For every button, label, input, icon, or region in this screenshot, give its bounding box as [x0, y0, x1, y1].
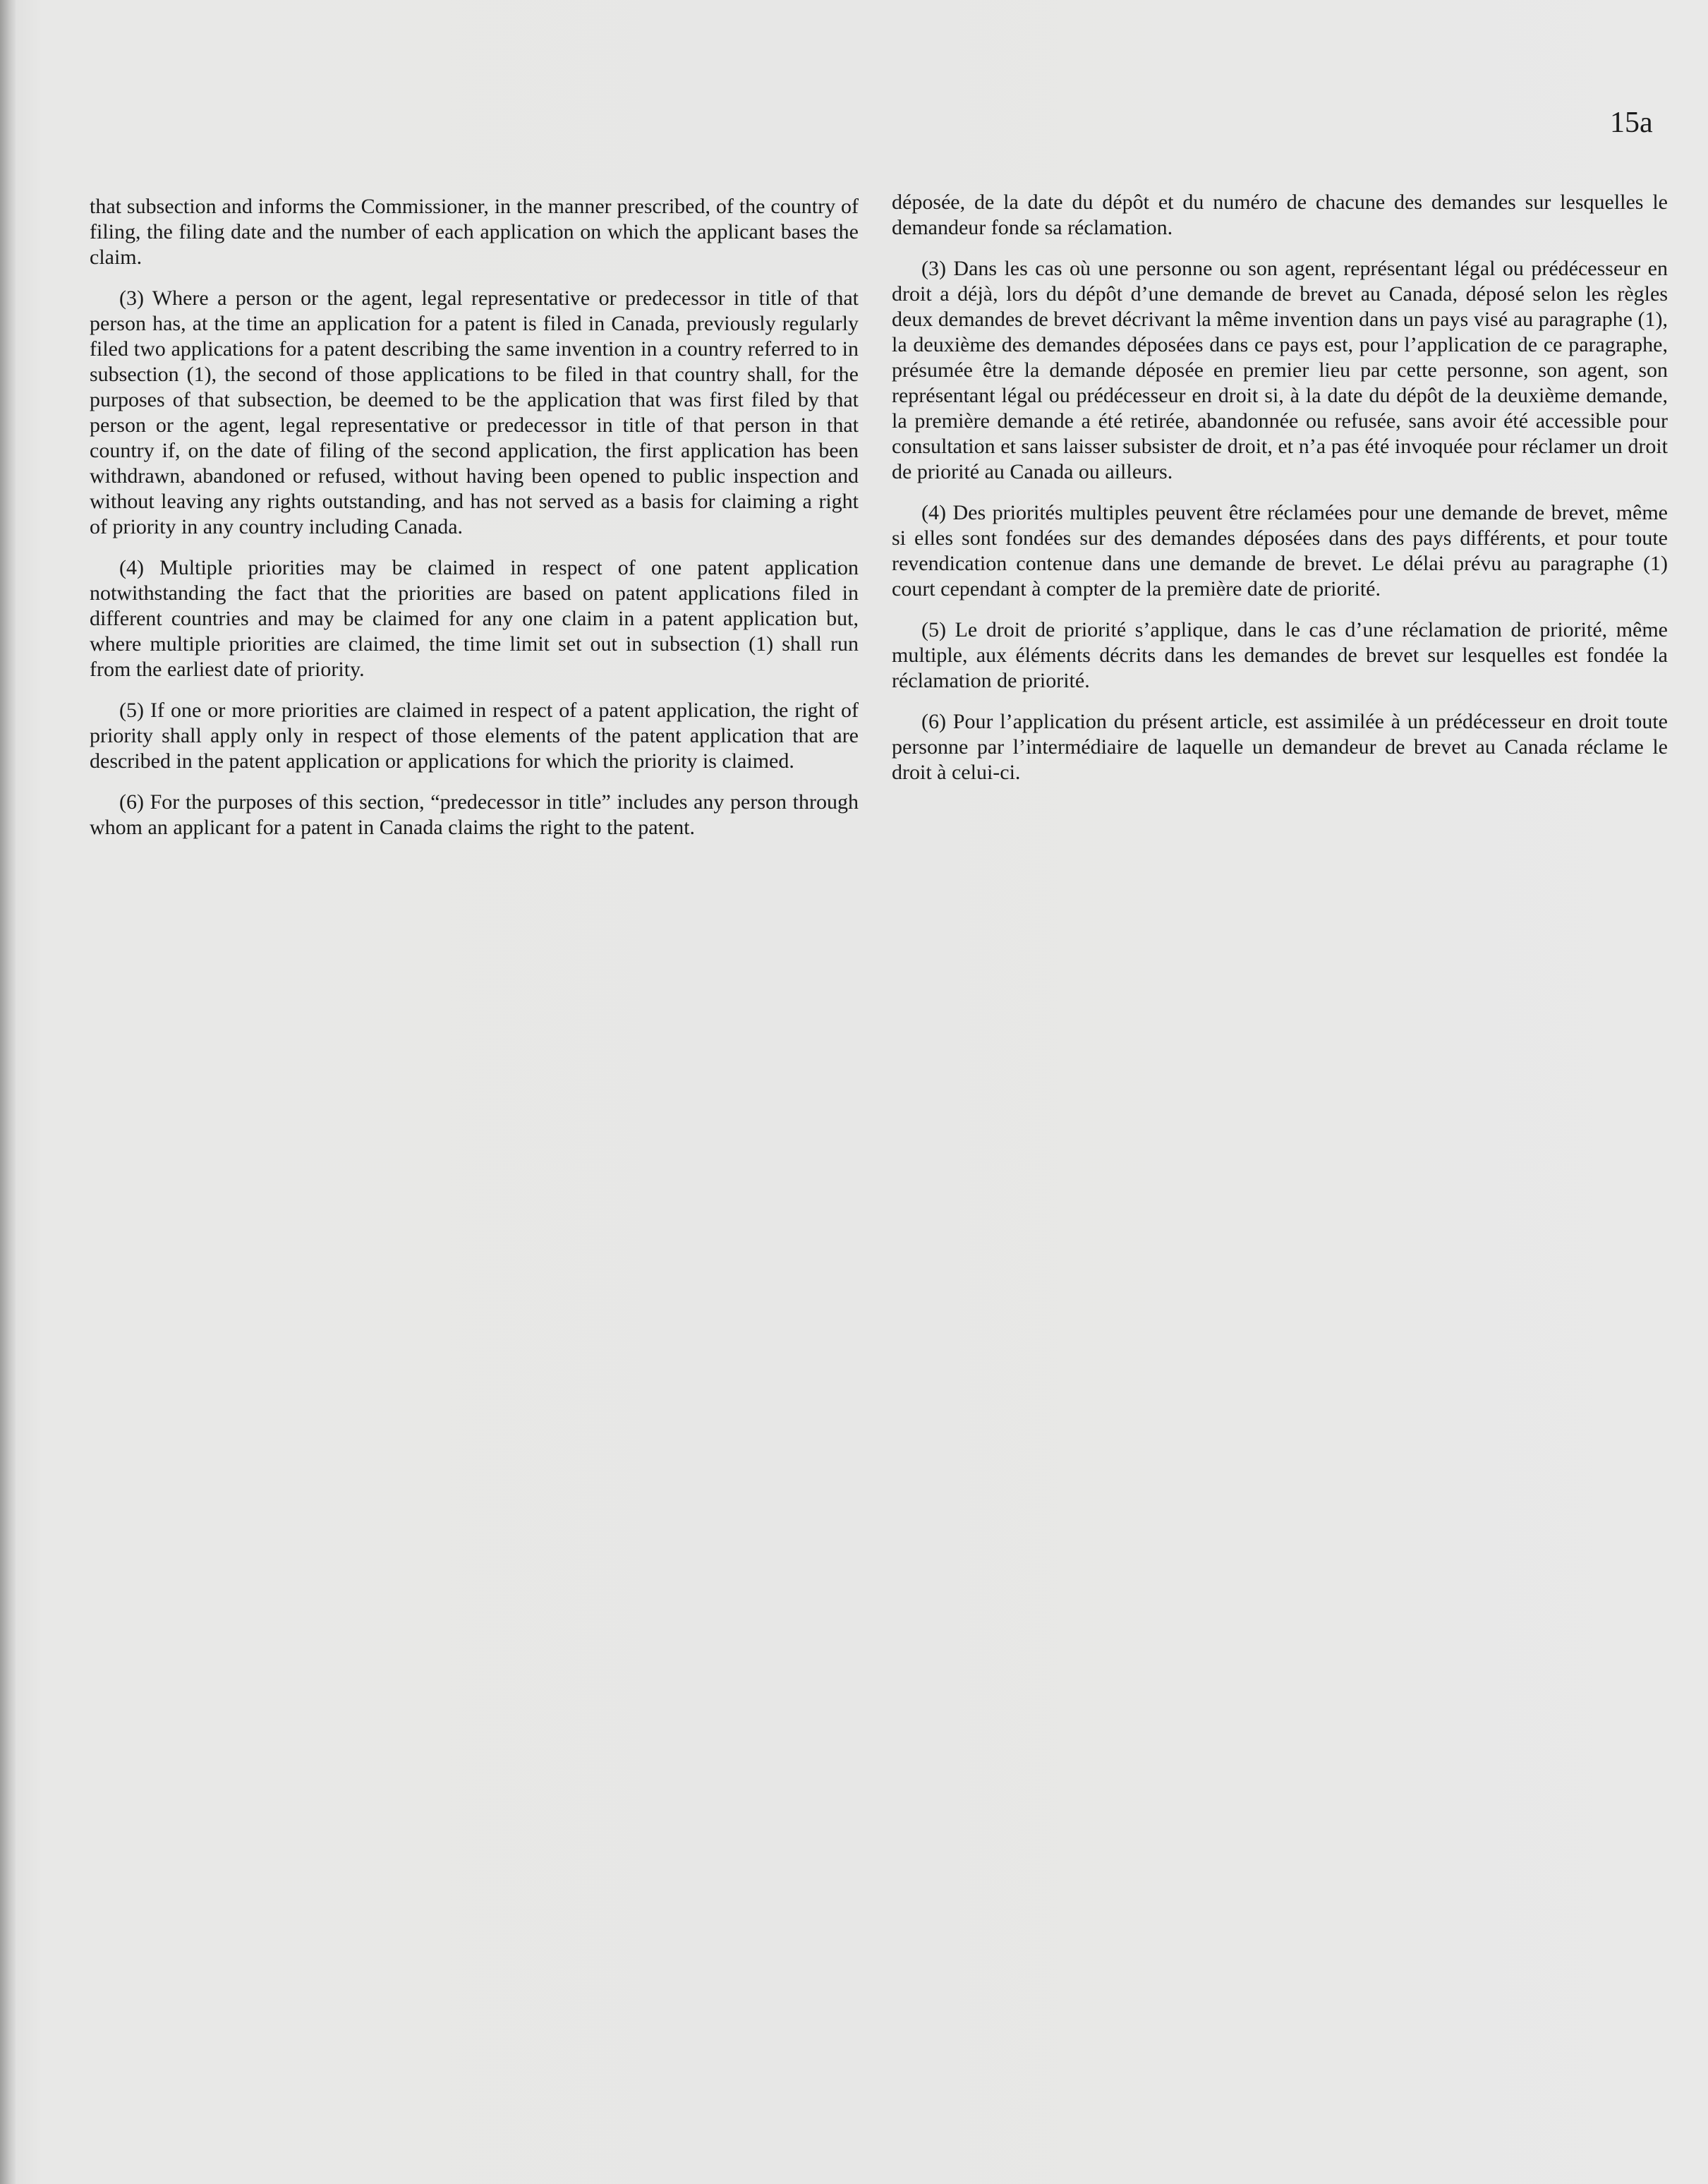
- english-paragraph-subsection-6: (6) For the purposes of this section, “predecessor in title” includes any person through whom an applicant for a patent in Canada claims the right to the patent.: [90, 790, 859, 839]
- french-paragraph-subsection-3: (3) Dans les cas où une personne ou son agent, représentant légal ou prédécesseur en droit a déjà, lors du dépôt d’une demande de brevet au Canada, déposé selon les règles deux demandes de brevet décrivant la même invention dans un pays visé au paragraphe (1), la deuxième des demandes déposées dans ce pays est, pour l’application de ce paragraphe, présumée être la demande déposée en premier lieu par cette personne, son agent, son représentant légal ou prédécesseur en droit si, à la date du dépôt de la deuxième demande, la première demande a été retirée, abandonnée ou refusée, sans avoir été accessible pour consultation et sans laisser subsister de droit, et n’a pas été invoquée pour réclamer un droit de priorité au Canada ou ailleurs.: [892, 257, 1668, 483]
- french-paragraph-subsection-6: (6) Pour l’application du présent article, est assimilée à un prédécesseur en droit toute personne par l’intermédiaire de laquelle un demandeur de brevet au Canada réclame le droit à celui-ci.: [892, 710, 1668, 784]
- english-paragraph-subsection-5: (5) If one or more priorities are claimed in respect of a patent application, the right of priority shall apply only in respect of those elements of the patent application that are described in the patent application or applications for which the priority is claimed.: [90, 699, 859, 773]
- page-binding-edge: [0, 0, 16, 2184]
- french-paragraph-subsection-5: (5) Le droit de priorité s’applique, dans le cas d’une réclamation de priorité, même multiple, aux éléments décrits dans les demandes de brevet sur lesquelles est fondée la réclamation de priorité.: [892, 618, 1668, 692]
- french-paragraph-continuation: déposée, de la date du dépôt et du numéro de chacune des demandes sur lesquelles le demandeur fonde sa réclamation.: [892, 191, 1668, 239]
- french-column: [892, 190, 1668, 801]
- page-number: 15a: [1610, 107, 1653, 139]
- english-paragraph-subsection-3: (3) Where a person or the agent, legal representative or predecessor in title of that person has, at the time an application for a patent is filed in Canada, previously regularly filed two applications for a patent describing the same invention in a country referred to in subsection (1), the second of those applications to be filed in that country shall, for the purposes of that subsection, be deemed to be the application that was first filed by that person or the agent, legal representative or predecessor in title of that person in that country if, on the date of filing of the second application, the first application has been withdrawn, abandoned or refused, without having been opened to public inspection and without leaving any rights outstanding, and has not served as a basis for claiming a right of priority in any country including Canada.: [90, 286, 859, 538]
- english-paragraph-continuation: that subsection and informs the Commissioner, in the manner prescribed, of the country of filing, the filing date and the number of each application on which the applicant bases the claim.: [90, 195, 859, 269]
- french-paragraph-subsection-4: (4) Des priorités multiples peuvent être réclamées pour une demande de brevet, même si elles sont fondées sur des demandes déposées dans des pays différents, et pour toute revendication contenue dans une demande de brevet. Le délai prévu au paragraphe (1) court cependant à compter de la première date de priorité.: [892, 501, 1668, 601]
- english-column: [90, 194, 859, 856]
- english-paragraph-subsection-4: (4) Multiple priorities may be claimed in respect of one patent application notwithstanding the fact that the priorities are based on patent applications filed in different countries and may be claimed for any one claim in a patent application but, where multiple priorities are claimed, the time limit set out in subsection (1) shall run from the earliest date of priority.: [90, 556, 859, 681]
